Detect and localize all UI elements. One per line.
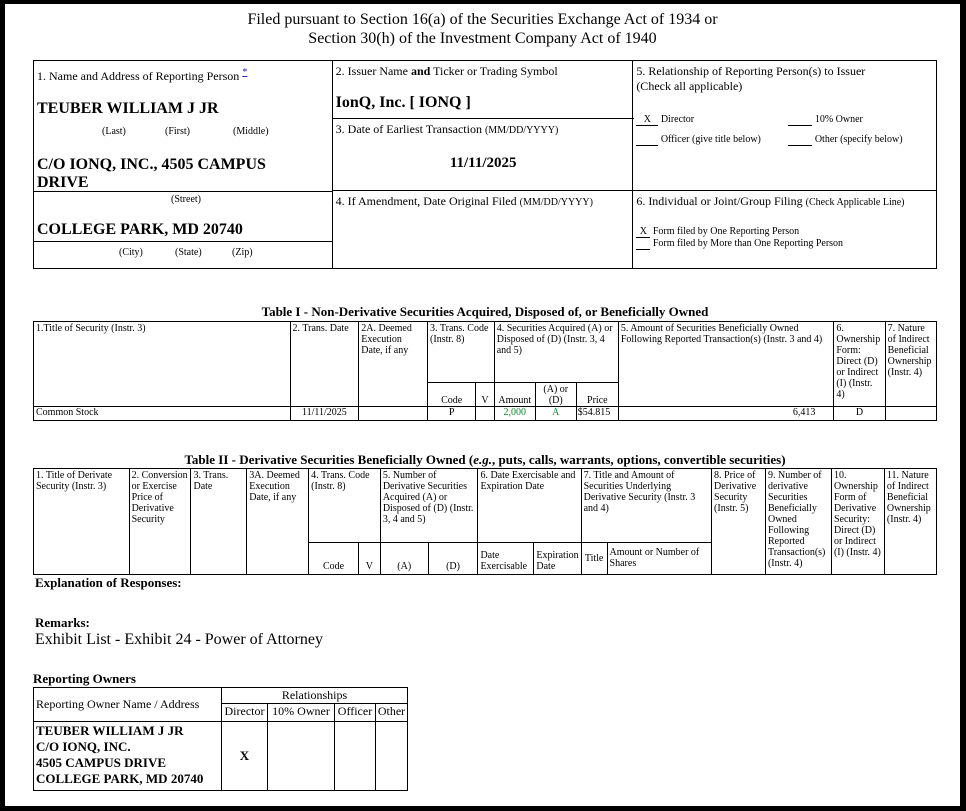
owner-address <box>34 722 222 791</box>
t1-row-amount: 2,000 <box>494 406 535 420</box>
t2-header-price: 2. Conversion or Exercise Price of Derivative Security <box>129 468 191 574</box>
t1-header-code: 3. Trans. Code (Instr. 8) <box>428 321 495 382</box>
director-checkbox[interactable] <box>636 114 694 126</box>
box6-sub: (Check Applicable Line) <box>805 197 905 208</box>
t2-header-owned: 9. Number of derivative Securities Beneficially Owned Following Reported Transaction(s) (Instr. 4) <box>765 468 831 574</box>
t1-sub-code: Code <box>428 382 476 406</box>
owner-director-mark: X <box>222 722 268 791</box>
t2-header-underlying: 7. Title and Amount of Securities Underlying Derivative Security (Instr. 3 and 4) <box>581 468 711 542</box>
filing-one-person[interactable] <box>636 226 799 238</box>
t1-sub-amount: Amount <box>494 382 535 406</box>
t1-sub-aord: (A) or (D) <box>535 382 576 406</box>
t2-header-form: 10. Ownership Form of Derivative Security: Direct (D) or Indirect (I) (Instr. 4) <box>831 468 884 574</box>
owners-col-director: Director <box>222 704 268 722</box>
box4-format: (MM/DD/YYYY) <box>519 197 593 208</box>
t2-sub-amount: Amount or Number of Shares <box>607 542 711 574</box>
box4-label <box>336 194 593 209</box>
t1-row-form: D <box>834 406 885 420</box>
box-4-amendment <box>332 191 633 269</box>
box-1-reporting-person <box>34 61 333 269</box>
t2-sub-d: (D) <box>428 542 478 574</box>
table2-title-eg: e.g. <box>473 451 492 467</box>
first-caption: (First) <box>165 126 190 137</box>
t2-sub-title: Title <box>581 542 607 574</box>
state-caption: (State) <box>175 247 202 258</box>
box5-label <box>636 64 865 94</box>
t1-row-price: $54.815 <box>576 406 618 420</box>
owners-col-officer: Officer <box>335 704 376 722</box>
box1-label: 1. Name and Address of Reporting Person <box>37 69 240 83</box>
owner-10pct-cell <box>268 722 335 791</box>
t1-row-owned: 6,413 <box>618 406 833 420</box>
t2-header-date: 3. Trans. Date <box>191 468 247 574</box>
t2-sub-v: V <box>358 542 380 574</box>
t1-row-v <box>476 406 494 420</box>
reporting-info-table <box>33 60 937 269</box>
box2-label-pre: 2. Issuer Name <box>335 64 411 78</box>
t1-row-aord: A <box>535 406 576 420</box>
remarks-text: Exhibit List - Exhibit 24 - Power of Attorney <box>35 631 323 648</box>
box-2-3-issuer <box>332 61 633 191</box>
middle-caption: (Middle) <box>233 126 269 137</box>
t1-header-owned: 5. Amount of Securities Beneficially Owned Following Reported Transaction(s) (Instr. 3 and 4) <box>618 321 833 406</box>
box1-asterisk-link[interactable]: * <box>242 67 248 78</box>
t2-header-number: 5. Number of Derivative Securities Acquired (A) or Disposed of (D) (Instr. 3, 4 and 5) <box>380 468 478 542</box>
t1-header-nature: 7. Nature of Indirect Beneficial Ownership (Instr. 4) <box>885 321 936 406</box>
owners-col-10pct: 10% Owner <box>268 704 335 722</box>
form4-page <box>5 4 960 806</box>
table-row <box>34 722 408 791</box>
owners-col-other: Other <box>376 704 408 722</box>
t2-header-nature: 11. Nature of Indirect Beneficial Ownership (Instr. 4) <box>884 468 936 574</box>
one-person-mark: X <box>636 226 650 238</box>
zip-caption: (Zip) <box>232 247 253 258</box>
t2-header-deemed: 3A. Deemed Execution Date, if any <box>247 468 309 574</box>
director-label: Director <box>660 114 695 125</box>
issuer-name: IonQ, Inc. [ IONQ ] <box>335 94 471 111</box>
box3-label-text: 3. Date of Earliest Transaction <box>335 122 482 136</box>
reporting-owners-table <box>33 687 408 791</box>
t1-header-date: 2. Trans. Date <box>290 321 359 406</box>
t2-sub-code: Code <box>309 542 359 574</box>
street-caption: (Street) <box>171 194 201 205</box>
box3-label <box>336 122 559 137</box>
table-2-derivative <box>33 447 937 575</box>
box2-label-and: and <box>410 64 431 78</box>
earliest-transaction-date: 11/11/2025 <box>449 155 517 171</box>
box-5-relationship <box>633 61 937 191</box>
t1-row-date: 11/11/2025 <box>290 406 359 420</box>
owner10-checkbox[interactable] <box>788 114 863 126</box>
box2-label <box>336 64 558 79</box>
table2-title-post: , puts, calls, warrants, options, convertible securities) <box>491 451 786 467</box>
t1-header-acquired: 4. Securities Acquired (A) or Disposed of (D) (Instr. 3, 4 and 5) <box>494 321 618 382</box>
owner10-label: 10% Owner <box>814 114 863 125</box>
t2-sub-a: (A) <box>380 542 428 574</box>
reporting-owners-heading: Reporting Owners <box>33 671 136 686</box>
owner-officer-cell <box>335 722 376 791</box>
city-value: COLLEGE PARK, MD 20740 <box>37 221 243 238</box>
box3-format: (MM/DD/YYYY) <box>484 125 559 136</box>
table2-title <box>34 447 937 468</box>
table-1-non-derivative <box>33 304 937 421</box>
box2-label-post: Ticker or Trading Symbol <box>430 64 558 78</box>
other-label: Other (specify below) <box>814 134 903 145</box>
box6-label-text: 6. Individual or Joint/Group Filing <box>636 194 803 208</box>
officer-checkbox[interactable] <box>636 134 761 146</box>
t1-sub-v: V <box>476 382 494 406</box>
owner-line-1: TEUBER WILLIAM J JR <box>36 723 184 738</box>
t2-header-title: 1. Title of Derivate Security (Instr. 3) <box>34 468 130 574</box>
t2-header-exercisable: 6. Date Exercisable and Expiration Date <box>478 468 581 542</box>
box5-label-text: 5. Relationship of Reporting Person(s) to Issuer <box>636 64 866 78</box>
city-caption: (City) <box>119 247 143 258</box>
t1-row-title: Common Stock <box>34 406 291 420</box>
t1-header-form: 6. Ownership Form: Direct (D) or Indirect (I) (Instr. 4) <box>834 321 885 406</box>
owner-line-3: 4505 CAMPUS DRIVE <box>36 755 166 770</box>
box-6-filing-type <box>633 191 937 269</box>
table1-title: Table I - Non-Derivative Securities Acquired, Disposed of, or Beneficially Owned <box>34 304 937 321</box>
officer-label: Officer (give title below) <box>660 134 761 145</box>
t1-header-deemed: 2A. Deemed Execution Date, if any <box>359 321 428 406</box>
last-caption: (Last) <box>102 126 126 137</box>
reporting-person-name: TEUBER WILLIAM J JR <box>37 100 219 117</box>
t1-row-nature <box>885 406 936 420</box>
owners-col-relationships: Relationships <box>222 688 408 704</box>
director-mark: X <box>636 114 658 126</box>
t2-header-code: 4. Trans. Code (Instr. 8) <box>309 468 381 542</box>
t2-sub-exp: Expiration Date <box>534 542 581 574</box>
table-row <box>34 406 937 420</box>
box5-sub: (Check all applicable) <box>636 79 743 93</box>
header-line-2: Section 30(h) of the Investment Company Act of 1940 <box>308 30 657 47</box>
owner-line-2: C/O IONQ, INC. <box>36 739 131 754</box>
filing-header <box>5 10 960 48</box>
t1-sub-price: Price <box>576 382 618 406</box>
remarks-heading: Remarks: <box>35 615 90 630</box>
owner-other-cell <box>376 722 408 791</box>
owner-line-4: COLLEGE PARK, MD 20740 <box>36 771 204 786</box>
t1-row-code: P <box>428 406 476 420</box>
t1-row-deemed <box>359 406 428 420</box>
box6-label <box>636 194 904 209</box>
t2-header-deriv-price: 8. Price of Derivative Security (Instr. 5) <box>712 468 766 574</box>
more-persons-label: Form filed by More than One Reporting Person <box>652 238 844 249</box>
explanation-heading: Explanation of Responses: <box>35 575 182 590</box>
filing-more-persons[interactable] <box>636 238 843 250</box>
other-checkbox[interactable] <box>788 134 902 146</box>
owners-col-name: Reporting Owner Name / Address <box>34 688 222 722</box>
header-line-1: Filed pursuant to Section 16(a) of the Securities Exchange Act of 1934 or <box>247 11 718 28</box>
t1-header-title: 1.Title of Security (Instr. 3) <box>34 321 291 406</box>
table2-title-pre: Table II - Derivative Securities Beneficially Owned ( <box>184 451 474 467</box>
street-value: C/O IONQ, INC., 4505 CAMPUS DRIVE <box>37 156 266 191</box>
box4-label-text: 4. If Amendment, Date Original Filed <box>335 194 517 208</box>
one-person-label: Form filed by One Reporting Person <box>652 226 800 237</box>
t2-sub-date-ex: Date Exercisable <box>478 542 534 574</box>
